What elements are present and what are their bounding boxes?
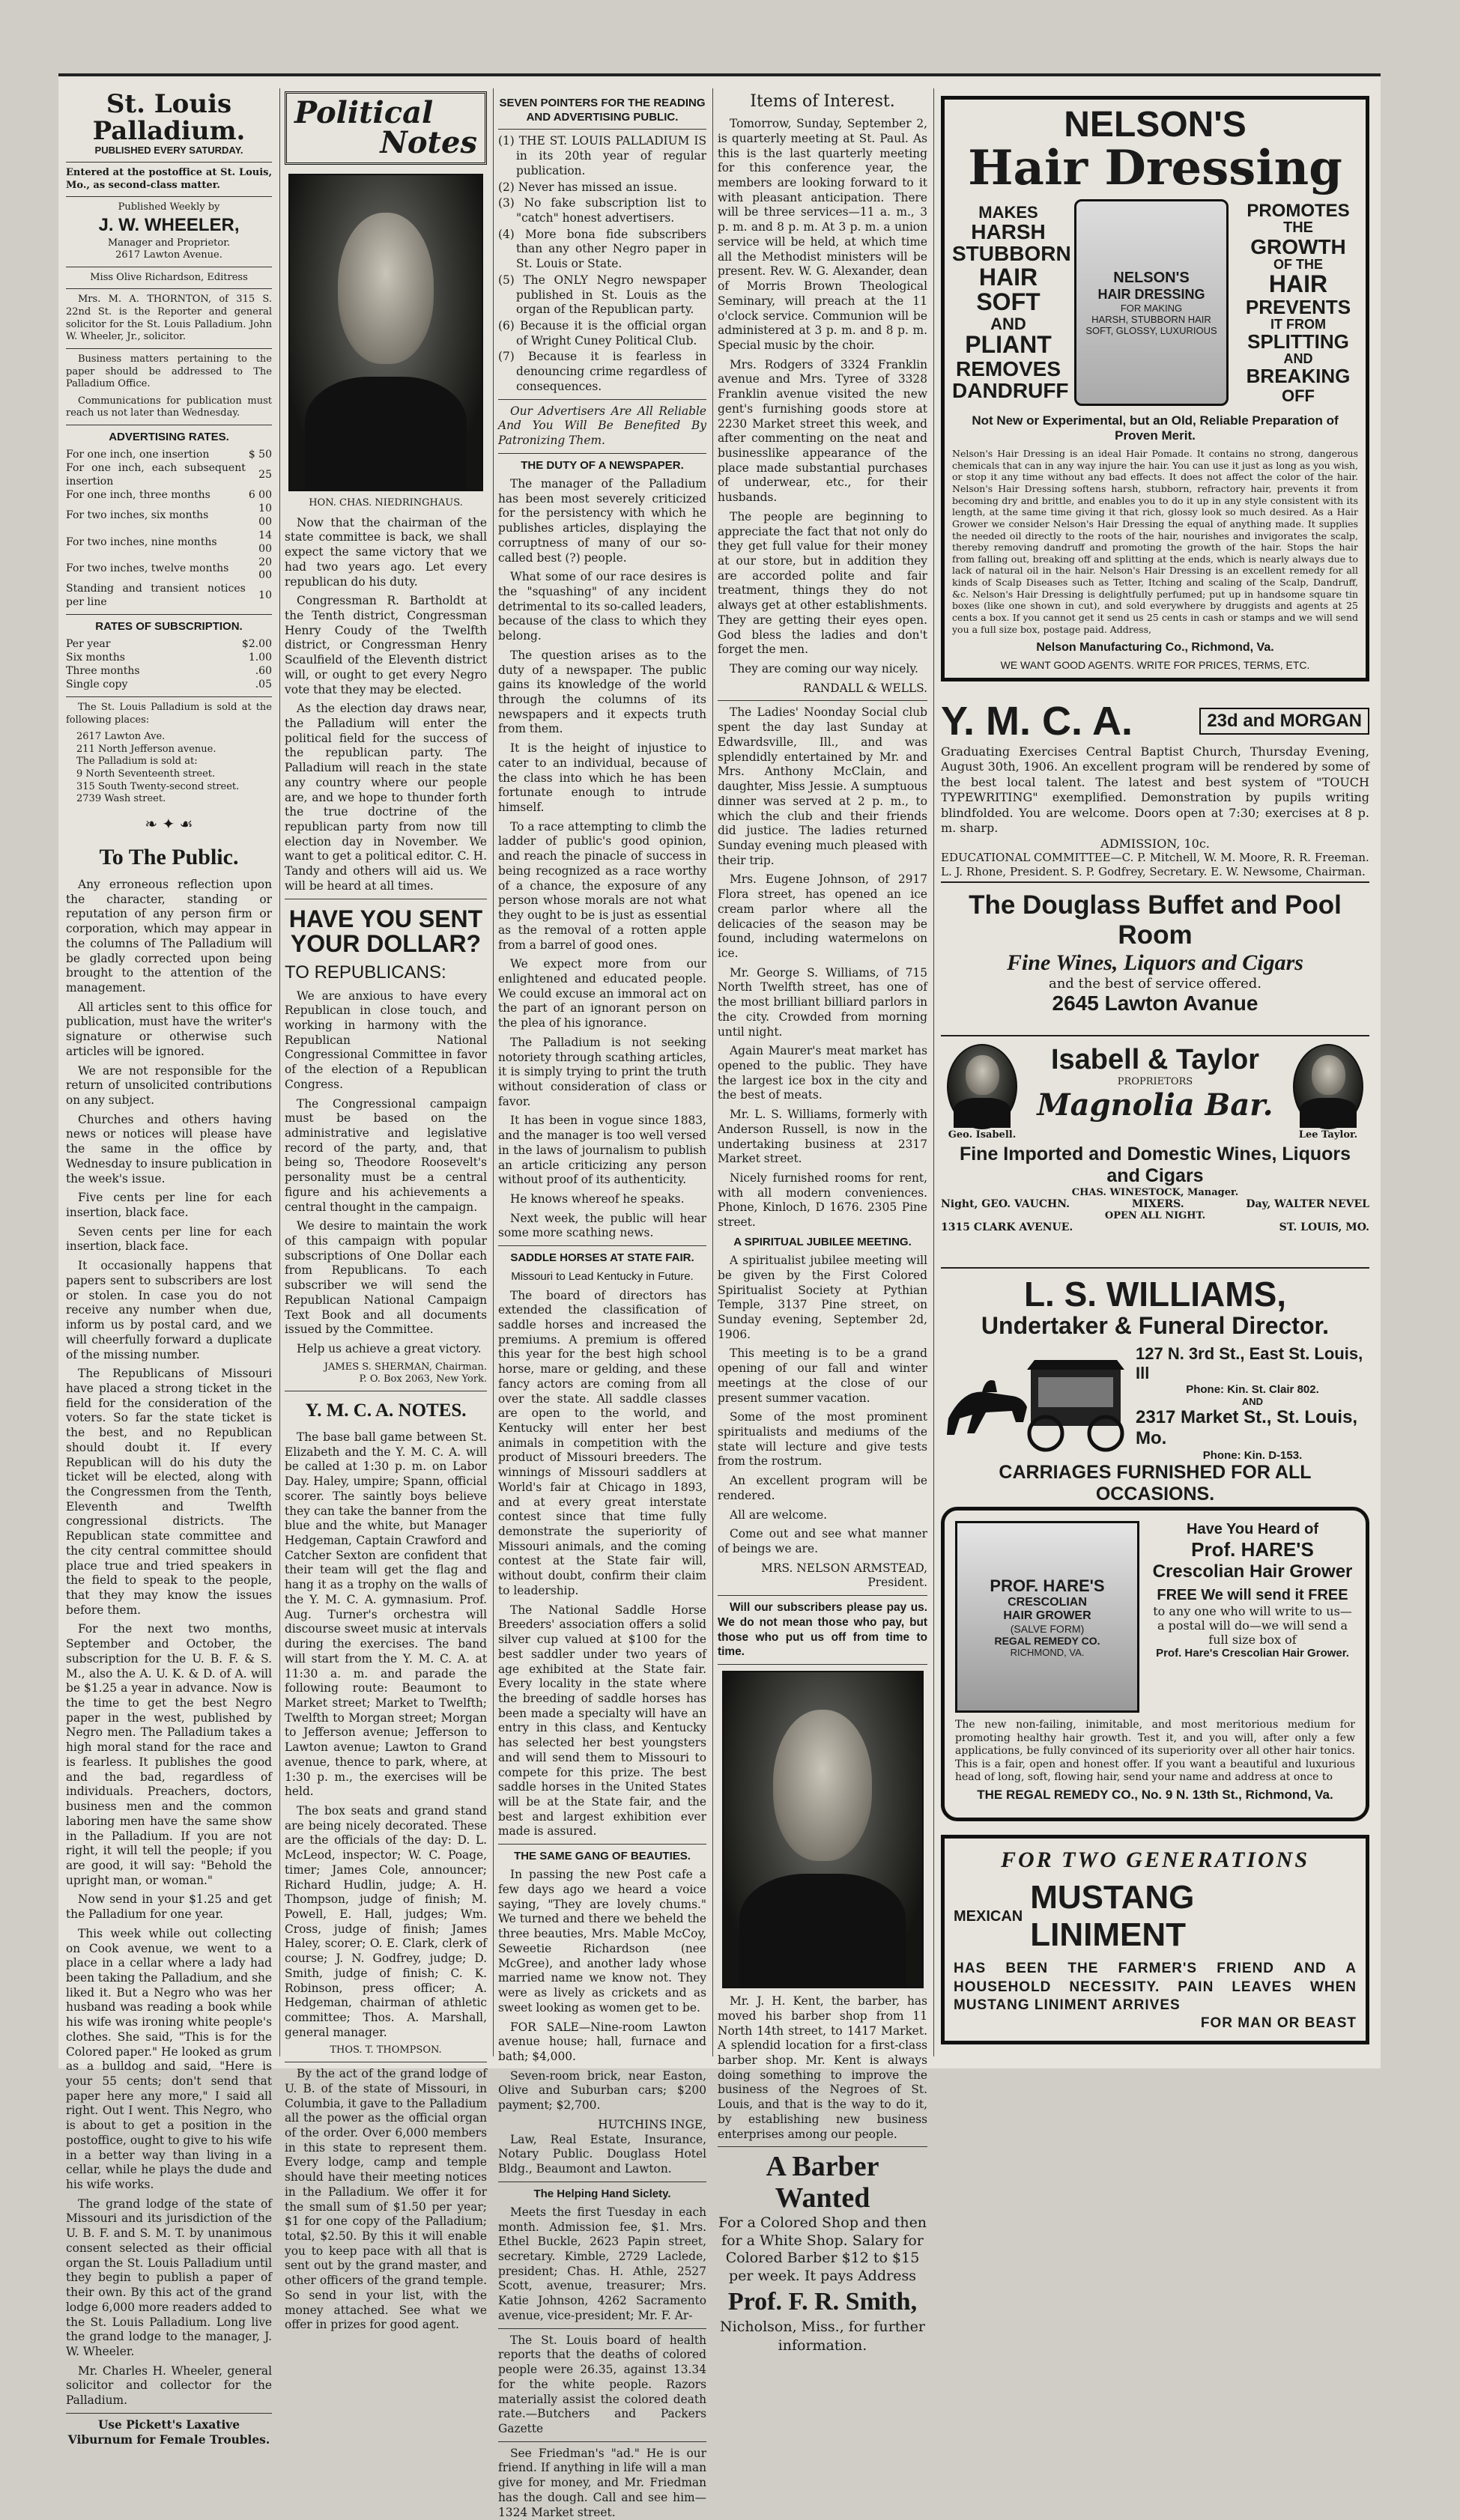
have-you-sent-heading: HAVE YOU SENT YOUR DOLLAR? — [288, 905, 483, 958]
subscribers-notice: Will our subscribers please pay us. We do not mean those who pay, but those who put us off from time to time. — [718, 1601, 927, 1659]
armstead-title: President. — [867, 1576, 927, 1590]
sold-at-intro: The St. Louis Palladium is sold at the following places: — [66, 701, 272, 726]
douglass-buffet-ad: The Douglass Buffet and Pool Room Fine Wines, Liquors and Cigars and the best of service offered. 2645 Lawton Avanue — [941, 881, 1369, 1015]
to-public-paragraph: Five cents per line for each insertion, black face. — [66, 1191, 272, 1220]
to-public-paragraph: This week while out collecting on Cook avenue, we went to a place in a cellar where a lady had been taking the Palladium, and she liked it. But a Negro who was her husband was reading a book while his wife was ironing white people's clothes. She said, "This is for the Colored paper." He looked as grum as a bulldog and said, "Here is your 55 cents; don't send that paper here any more," I said all right. Out I went. This Negro, who is about to get a position in the postoffice, ought to give to his wife in a better way than living in a cellar, while he plays the dude and his wife works. — [66, 1926, 272, 2192]
items-paragraph: Again Maurer's meat market has opened to the public. They have the largest ice box in the city and the best of meats. — [718, 1044, 927, 1102]
items-paragraph: Mr. L. S. Williams, formerly with Anderson Russell, is now in the undertaking business at 2317 Market street. — [718, 1108, 927, 1166]
to-public-paragraph: For the next two months, September and October, the subscription for the U. B. F. & S. M., also the A. U. K. & D. of A. will be $1.25 a year in advance. Now is the time to get the best Negro paper in the west, published by Negro men. The Palladium takes a high moral stand for the race and is fearless. It publishes the good and the bad, regardless of individuals. Preachers, doctors, business men and the common laboring men have the same show in the Palladium. If you are not right, it will tell the people; if you are good, it will say: "Behold the upright man, or woman." — [66, 1622, 272, 1887]
prof-hare-ad: PROF. HARE'S CRESCOLIAN HAIR GROWER (SALVE FORM) REGAL REMEDY CO. RICHMOND, VA. Have You Heard of Prof. HARE'S Crescolian Hair Grower FREE We will send it FREE to any one who will write to us—a postal will do—we will send a full size box of Prof. Hare's Crescolian Hair Grower. The new non-failing, inimitable, and most meritorious medium for promoting healthy hair growth. Test it, and you will, after only a few applications, be fully convinced of its superiority over all other hair tonics. This is a fair, open and honest offer. If you want a beautiful and luxurious head of long, soft, flowing hair, send your name and address at once to THE REGAL REMEDY CO., No. 9 N. 13th St., Richmond, Va. — [941, 1507, 1369, 1821]
masthead-subtitle: PUBLISHED EVERY SATURDAY. — [94, 145, 243, 157]
column-political — [285, 91, 487, 2332]
column-rule — [712, 88, 713, 2056]
seven-pointers-list: (1) THE ST. LOUIS PALLADIUM IS in its 20th year of regular publication. (2) Never has missed an issue. (3) No fake subscription list to "catch" honest advertisers. (4) More bona fide subscribers than any other Negro paper in St. Louis or State. (5) The ONLY Negro newspaper published in St. Louis as the organ of the Republican party. (6) Because it is the official organ of Wright Cuney Political Club. (7) Because it is fearless in denouncing crime regardless of consequences. — [498, 134, 706, 393]
nelson-tin-icon: NELSON'S HAIR DRESSING FOR MAKING HARSH, STUBBORN HAIR SOFT, GLOSSY, LUXURIOUS — [1074, 199, 1229, 406]
nelson-right-claims: PROMOTES THE GROWTH OF THE HAIR PREVENTS IT FROM SPLITTING AND BREAKING OFF — [1245, 200, 1351, 405]
political-paragraph: Now that the chairman of the state committee is back, we shall expect the same victory that we had two years ago. Let every republican do his duty. — [285, 515, 487, 589]
sherman-address: P. O. Box 2063, New York. — [359, 1373, 487, 1385]
items-paragraph: The people are beginning to appreciate the fact that not only do they get full value for their money at our store, but in addition they are accorded polite and fair treatment, things they do not always get at other establishments. They are getting their eyes open. God bless the ladies and don't forget the men. — [718, 509, 927, 657]
to-public-paragraph: Now send in your $1.25 and get the Palladium for one year. — [66, 1892, 272, 1922]
ymca-ad: Y. M. C. A. 23d and MORGAN Graduating Exercises Central Baptist Church, Thursday Evening, August 30th, 1906. An excellent program will be rendered by some of the best local talent. The latest and best system of "TOUCH TYPEWRITING" exemplified. Demonstration by pupils writing blindfolded. You are welcome. Doors open at 7:30; exercises at 8 p. m. sharp. ADMISSION, 10c. EDUCATIONAL COMMITTEE—C. P. Mitchell, W. M. Moore, R. R. Freeman. L. J. Rhone, President. S. P. Godfrey, Secretary. E. W. Newsome, Chairman. — [941, 699, 1369, 878]
hare-box-icon: PROF. HARE'S CRESCOLIAN HAIR GROWER (SALVE FORM) REGAL REMEDY CO. RICHMOND, VA. — [955, 1521, 1139, 1713]
friedman-paragraph: See Friedman's "ad." He is our friend. If anything in life will a man give for money, and Mr. Friedman has the dough. Call and see him—1324 Market street. — [498, 2446, 706, 2519]
nelson-hair-dressing-ad: NELSON'S Hair Dressing MAKES HARSH STUBBORN HAIR SOFT AND PLIANT REMOVES DANDRUFF NELSON'S HAIR DRESSING FOR MAKING HARSH, STUBBORN HAIR SOFT, GLOSSY, LUXURIOUS PROMOTES THE GROWTH OF THE HAIR PREVENTS IT FROM SPLITTING AND BREAKING OFF Not New or Experimental, but an Old, Reliable Preparation of Proven Merit. Nelson's Hair Dressing is an ideal Hair Pomade. It contains no strong, dangerous chemicals that can in any way injure the hair. You can use it just as long as you wish, or stop it any time without any bad effects. It does not affect the color of the hair. Nelson's Hair Dressing softens harsh, stubborn, refractory hair, prevents it from becoming dry and brittle, and enables you to do it up in any style consistent with its length, at the same time giving it that rich, glossy look so much desired. As a Hair Grower we consider Nelson's Hair Dressing the equal of anything made. It supplies the needed oil directly to the roots of the hair, nourishes and invigorates the scalp, thereby removing dandruff and promoting the growth of the hair. Stops the hair from falling out, breaking off and splitting at the ends, which is nearly always due to lack of natural oil in the hair. Nelson's Hair Dressing is an excellent remedy for all kinds of Scalp Diseases such as Tetter, Itching and scaling of the Scalp, Dandruff, &c. Nelson's Hair Dressing is delightfully perfumed; put up in handsome square tin boxes (like one shown in cut), and sold everywhere by druggists and agents at 25 cents a box. If you cannot get it send us 25 cents in cash or stamps and we will send you a full size box, postage paid. Address, Nelson Manufacturing Co., Richmond, Va. WE WANT GOOD AGENTS. WRITE FOR PRICES, TERMS, ETC. — [941, 96, 1369, 681]
newspaper-page — [58, 73, 1381, 2519]
column-rule — [933, 88, 934, 2056]
published-by: Published Weekly by — [118, 201, 220, 213]
column-items — [718, 91, 927, 2354]
reporter-note: Mrs. M. A. THORNTON, of 315 S. 22nd St. is the Reporter and general solicitor for the St. Louis Palladium. John W. Wheeler, Jr., solicitor. — [66, 294, 272, 343]
saddle-paragraph: The National Saddle Horse Breeders' association offers a solid silver cup valued at $100 for the best saddler under two years of age exhibited at the State fair. Every locality in the state where the breeding of saddle horses has been made a specialty will have an entry in this class, and Kentucky has selected her best youngsters and will send them to Missouri to compete for this prize. The best saddle horses in the United States will be at the State fair, and the best and largest exhibition ever made is assured. — [498, 1603, 706, 1839]
business-note: Business matters pertaining to the paper should be addressed to The Palladium Office. — [66, 353, 272, 390]
isabell-taylor-ad: Geo. Isabell. Isabell & Taylor PROPRIETORS Magnolia Bar. Lee Taylor. Fine Imported and Domestic Wines, Liquors and Cigars CHAS. WINESTOCK, Manager. Night, GEO. VAUCHN. MIXERS. Day, WALTER NEVEL OPEN ALL NIGHT. 1315 CLARK AVENUE. ST. LOUIS, MO. — [941, 1035, 1369, 1233]
to-public-paragraph: Mr. Charles H. Wheeler, general solicitor and collector for the Palladium. — [66, 2363, 272, 2408]
duty-paragraph: It is the height of injustice to cater to an individual, because of the class into which he has been fortunate enough to intrude himself. — [498, 741, 706, 815]
to-public-paragraph: The Republicans of Missouri have placed a strong ticket in the field for the consideration of the voters. So far the state ticket is the best, and no Republican should doubt it. If every Republican will do his duty the ticket will be elected, along with the Congressmen from the Tenth, Eleventh and Twelfth congressional districts. The Republican state committee and the city central committee should place true and tried speakers in the field to speak to the people, that they may know the issues before them. — [66, 1367, 272, 1617]
items-heading: Items of Interest. — [750, 92, 895, 111]
items-paragraph: They are coming our way nicely. — [730, 662, 918, 676]
thompson-signature: THOS. T. THOMPSON. — [330, 2044, 442, 2056]
armstead-signature: MRS. NELSON ARMSTEAD, — [761, 1561, 927, 1575]
nelson-left-claims: MAKES HARSH STUBBORN HAIR SOFT AND PLIANT REMOVES DANDRUFF — [952, 202, 1071, 403]
communications-note: Communications for publication must reach us not later than Wednesday. — [66, 395, 272, 419]
column-rule — [279, 88, 280, 2056]
publisher-address: 2617 Lawton Avenue. — [115, 249, 222, 261]
editress: Miss Olive Richardson, Editress — [90, 271, 248, 283]
duty-paragraph: We expect more from our enlightened and educated people. We could excuse an immoral act on the part of an ignorant person on the plea of his ignorance. — [498, 957, 706, 1030]
duty-paragraph: The question arises as to the duty of a newspaper. The public gains its knowledge of the world through the columns of its newspapers and it expects truth from them. — [498, 648, 706, 736]
to-public-paragraph: Seven cents per line for each insertion, black face. — [66, 1224, 272, 1254]
to-republicans: TO REPUBLICANS: — [285, 962, 446, 983]
to-public-paragraph: It occasionally happens that papers sent to subscribers are lost or stolen. In case you do not receive any number when due, inform us by postal card, and we will cheerfully forward a duplicate of the missing number. — [66, 1259, 272, 1361]
duty-paragraph: He knows whereof he speaks. — [510, 1192, 685, 1206]
photo-caption: HON. CHAS. NIEDRINGHAUS. — [309, 497, 463, 508]
advertisers-motto: Our Advertisers Are All Reliable And You Will Be Benefited By Patronizing Them. — [498, 404, 706, 448]
items-paragraph: The Ladies' Noonday Social club spent the day last Sunday at Edwardsville, Ill., and was splendidly entertained by Mr. and Mrs. Anthony McClain, and daughter, Miss Jessie. A sumptuous dinner was served at 2 p. m., to which the club and their friends did justice. The ladies returned Sunday evening much pleased with their trip. — [718, 705, 927, 867]
political-notes-heading: Political Notes — [285, 91, 487, 165]
publisher-name: J. W. WHEELER, — [98, 214, 240, 235]
for-sale-paragraph: Seven-room brick, near Easton, Olive and Suburban cars; $200 payment; $2,700. — [498, 2068, 706, 2113]
hearse-icon — [941, 1351, 1136, 1456]
kent-paragraph: Mr. J. H. Kent, the barber, has moved his barber shop from 11 North 14th street, to 1417 Market. A splendid location for a first-class barber shop. Mr. Kent is always doing something to improve the business of the Negroes of St. Louis, and that is the way to do it, by establishing new business enterprises among our people. — [718, 1994, 927, 2141]
ls-williams-ad: L. S. WILLIAMS, Undertaker & Funeral Director. 127 N. 3rd St., East St. Louis, Ill Phone: Kin. St. Clair 802. AND 2317 Market St., St. Louis, Mo. Phone: Kin. D-153. CARRIAGES FURNISHED FOR ALL OCCASIONS. — [941, 1267, 1369, 1505]
saddle-paragraph: The board of directors has extended the classification of saddle horses and increased the premiums. A premium is offered this year for the best high school horse, mare or gelding, and these fancy actors are coming from all over the state. All saddle classes are open to the world, and Kentucky will enter her best animals in competition with the product of Missouri breeders. The winnings of Missouri saddlers at World's fair at Chicago in 1893, and at every great interstate contest since that time fully demonstrate the superiority of Missouri animals, and the coming contest at the State fair will, without doubt, confirm their claim to leadership. — [498, 1288, 706, 1597]
jubilee-heading: A SPIRITUAL JUBILEE MEETING. — [733, 1235, 912, 1248]
items-paragraph: Mrs. Eugene Johnson, of 2917 Flora street, has opened an ice cream parlor where all the delicacies of the season may be found, including watermelons on ice. — [718, 872, 927, 960]
subscription-rates-table: Per year $2.00 Six months 1.00 Three months .60 Single copy .05 — [66, 638, 272, 691]
sold-at-list: 2617 Lawton Ave. 211 North Jefferson avenue. The Palladium is sold at: 9 North Seventeenth street. 315 South Twenty-second street. 2739 Wash street. — [76, 731, 240, 805]
niedringhaus-portrait — [288, 174, 483, 491]
column-rule — [493, 88, 494, 2056]
helping-hand-paragraph: Meets the first Tuesday in each month. Admission fee, $1. Mrs. Ethel Buckle, 2623 Papin street, secretary. Kimble, 2729 Laclede, president; Chas. H. Athle, 2527 Scott, avenue, treasurer; Mrs. Katie Johnson, 4262 Sacramento avenue, vice-president; Mr. F. Ar- — [498, 2205, 706, 2322]
column-pointers — [498, 91, 706, 2519]
ornament-icon: ❧ ✦ ☙ — [145, 814, 193, 833]
to-public-paragraph: We are not responsible for the return of unsolicited contributions on any subject. — [66, 1063, 272, 1108]
pickett-ad: Use Pickett's Laxative Viburnum for Female Troubles. — [67, 2417, 270, 2447]
duty-paragraph: The Palladium is not seeking notoriety through scathing articles, it is simply trying to print the truth without consideration of class or favor. — [498, 1035, 706, 1108]
same-gang-paragraph: In passing the new Post cafe a few days ago we heard a voice saying, "They are lovely chums." We turned and there we beheld the three beauties, Mrs. Mable McCoy, Seweetie Richardson (nee McGree), and another lady whose married name we know not. They were as lively as crickets and as sweet looking as women get to be. — [498, 1868, 706, 2015]
column-masthead — [66, 89, 272, 2447]
jubilee-paragraph: Some of the most prominent spiritualists and mediums of the state will lecture and give tests from the rostrum. — [718, 1410, 927, 1469]
hutchins-inge: HUTCHINS INGE, — [598, 2117, 706, 2131]
jubilee-paragraph: All are welcome. — [730, 1508, 828, 1522]
republican-paragraph: Help us achieve a great victory. — [297, 1342, 482, 1356]
duty-paragraph: It has been in vogue since 1883, and the manager is too well versed in the laws of journalism to publish an article criticizing any person without proof of its authenticity. — [498, 1114, 706, 1187]
to-public-heading: To The Public. — [99, 844, 239, 869]
duty-paragraph: To a race attempting to climb the ladder of public's good opinion, and reach the pinacle of success in being recognized as a race worthy of a chance, the exposure of any person whose morals are not what they ought to be is just as essential as the removal of a rotten apple from a barrel of good ones. — [498, 819, 706, 952]
grand-lodge-paragraph: By the act of the grand lodge of U. B. of the state of Missouri, in Columbia, it gave to the Palladium all the power as the official organ of the order. Over 6,000 members in this state to represent them. Every lodge, camp and temple should have their meeting notices in the Palladium. We offer it for the small sum of $1.50 per year; $1 for one copy of the Palladium; total, $2.50. By this it will enable you to keep pace with all that is sent out by the grand master, and other officers of the grand temple. So send in your list, with the money attached. See what we offer in prizes for good agent. — [285, 2067, 487, 2332]
masthead-title: St. Louis Palladium. — [92, 89, 246, 146]
for-sale-paragraph: FOR SALE—Nine-room Lawton avenue house; hall, furnace and bath; $4,000. — [498, 2020, 706, 2063]
republican-paragraph: The Congressional campaign must be based on the administrative and legislative record of the party, and, that being so, Theodore Roosevelt's personality must be a central figure and his achievements a central thought in the campaign. — [285, 1096, 487, 1214]
republican-paragraph: We are anxious to have every Republican in close touch, and working in harmony with the Republican National Congressional Committee in favor of the election of a Republican Congress. — [285, 989, 487, 1091]
items-paragraph: Mr. George S. Williams, of 715 North Twelfth street, has one of the most brilliant billiard parlors in the city. Crowded from morning until night. — [718, 965, 927, 1039]
saddle-horses-heading: SADDLE HORSES AT STATE FAIR. — [510, 1251, 694, 1265]
to-public-paragraph: Churches and others having news or notices will please have the same in the office by Wednesday to insure publication in the week's issue. — [66, 1112, 272, 1185]
kent-portrait — [722, 1671, 924, 1988]
items-paragraph: Nicely furnished rooms for rent, with all modern conveniences. Phone, Kinloch, D 1676. 2305 Pine street. — [718, 1171, 927, 1230]
agent-info: Law, Real Estate, Insurance, Notary Public. Douglass Hotel Bldg., Beaumont and Lawton. — [498, 2132, 706, 2176]
advertising-rates-heading: ADVERTISING RATES. — [109, 431, 229, 444]
helping-hand-heading: The Helping Hand Siclety. — [533, 2187, 671, 2200]
ymca-paragraph: The box seats and grand stand are being nicely decorated. These are the officials of the day: D. L. McLeod, inspector; W. C. Poage, timer; James Cole, announcer; Richard Hudlin, judge; A. H. Thompson, judge of finish; M. Powell, E. Hall, judges; Wm. Cross, judge of finish; James Haley, scorer; O. E. Clark, clerk of course; J. N. Godfrey, judge; D. Smith, judge of finish; C. K. Robinson, press officer; A. Hedgeman, chairman of athletic committee; Thos. A. Marshall, general manager. — [285, 1803, 487, 2039]
ymca-notes-heading: Y. M. C. A. NOTES. — [305, 1400, 467, 1421]
to-public-paragraph: Any erroneous reflection upon the character, standing or reputation of any person firm or corporation, which may appear in the columns of The Palladium will be gladly corrected upon being brought to the attention of the management. — [66, 877, 272, 995]
duty-heading: THE DUTY OF A NEWSPAPER. — [521, 458, 684, 472]
barber-wanted-ad: A Barber Wanted For a Colored Shop and then for a White Shop. Salary for Colored Barber $12 to $15 per week. It pays Address Prof. F. R. Smith, Nicholson, Miss., for further information. — [718, 2151, 927, 2354]
taylor-portrait — [1293, 1044, 1363, 1129]
duty-paragraph: The manager of the Palladium has been most severely criticized for the persistency with which he publishes articles, displaying the corruptness of many of our so-called best (?) people. — [498, 476, 706, 565]
duty-paragraph: Next week, the public will hear some more scathing news. — [498, 1211, 706, 1240]
subscription-rates-heading: RATES OF SUBSCRIPTION. — [95, 620, 243, 634]
republican-paragraph: We desire to maintain the work of this campaign with popular subscriptions of One Dollar each from Republicans. To each subscriber we will send the Republican National Campaign Text Book and all documents issued by the Committee. — [285, 1219, 487, 1337]
same-gang-heading: THE SAME GANG OF BEAUTIES. — [514, 1850, 691, 1863]
jubilee-paragraph: Come out and see what manner of beings we are. — [718, 1527, 927, 1556]
items-paragraph: Mrs. Rodgers of 3324 Franklin avenue and Mrs. Tyree of 3328 Franklin avenue visited the new gent's furnishing goods store at 2230 Market street this week, and after commenting on the neat and businesslike appearance of the place made substantial purchases of underwear, etc., for their husbands. — [718, 357, 927, 505]
jubilee-paragraph: A spiritualist jubilee meeting will be given by the First Colored Spiritualist Society at Pythian Temple, 3137 Pine street, on Sunday evening, September 2d, 1906. — [718, 1254, 927, 1341]
political-paragraph: Congressman R. Bartholdt at the Tenth district, Congressman Henry Coudy of the Twelfth district, or Congressman Henry Scaulfield of the Eleventh district will, or ought to get every Negro vote that they may be elected. — [285, 594, 487, 696]
sherman-signature: JAMES S. SHERMAN, Chairman. — [324, 1361, 487, 1373]
publisher-title: Manager and Proprietor. — [107, 237, 231, 249]
randall-wells: RANDALL & WELLS. — [803, 681, 927, 695]
items-paragraph: Tomorrow, Sunday, September 2, is quarterly meeting at St. Paul. As this is the last quarterly meeting for this conference year, the members are looking forward to it with pleasant anticipation. There will be three services—11 a. m., 3 p. m. and 8 p. m. At 3 p. m. a union service will be held, at which time all the Methodist ministers will be present. Rev. W. G. Alexander, dean of Morris Brown Theological Seminary, will preach at the 11 o'clock service. Communion will be administered at 3 p. m. and 8 p. m. Special music by the choir. — [718, 117, 927, 352]
political-paragraph: As the election day draws near, the Palladium will enter the political field for the success of the republican party. The Palladium will reach in the state any country where our people are, and we hope to thunder forth the true doctrine of the republican party from now till election day in November. We want to get a political editor. C. H. Tandy and others will aid us. We will be heard at all times. — [285, 702, 487, 893]
entered-notice: Entered at the postoffice at St. Louis, Mo., as second-class matter. — [66, 167, 272, 191]
jubilee-paragraph: An excellent program will be rendered. — [718, 1474, 927, 1502]
saddle-horses-subheading: Missouri to Lead Kentucky in Future. — [511, 1270, 694, 1284]
mustang-liniment-ad: FOR TWO GENERATIONS MEXICAN MUSTANG LINIMENT HAS BEEN THE FARMER'S FRIEND AND A HOUSEHOLD NECESSITY. PAIN LEAVES WHEN MUSTANG LINIMENT ARRIVES FOR MAN OR BEAST — [941, 1835, 1369, 2044]
jubilee-paragraph: This meeting is to be a grand opening of our fall and winter meetings at the close of our present summer vacation. — [718, 1346, 927, 1405]
duty-paragraph: What some of our race desires is the "squashing" of any incident detrimental to its so-called leaders, because of the class to which they belong. — [498, 570, 706, 643]
advertising-rates-table: For one inch, one insertion $ 50 For one inch, each subsequent insertion 25 For one inch, three months 6 00 For two inches, six months 10 00 For two inches, nine months 14 00 For two inches, twelve months 20 00 Standing and transient notices per line 10 — [66, 449, 272, 609]
ymca-paragraph: The base ball game between St. Elizabeth and the Y. M. C. A. will be called at 1:30 p. m. on Labor Day. Haley, umpire; Spann, official scorer. The saintly boys believe they can take the banner from the blue and the white, but Manager Hedgeman, Captain Crawford and Catcher Sexton are confident that their team will get the flag and hang it as a trophy on the walls of the Y. M. C. A. gymnasium. Prof. Aug. Turner's orchestra will discourse sweet music at intervals during the exercises. The band will start from the Y. M. C. A. at 11:30 a. m. and parade the following route: Beaumont to Market street; Market to Twelfth; Twelfth to Morgan street; Morgan to Jefferson avenue; Jefferson to Lawton avenue; Lawton to Grand avenue, thence to park, where, at 1:30 p. m., the exercises will be held. — [285, 1430, 487, 1799]
seven-pointers-heading: SEVEN POINTERS FOR THE READING AND ADVERTISING PUBLIC. — [499, 97, 706, 124]
to-public-paragraph: The grand lodge of the state of Missouri and its jurisdiction of the U. B. F. and S. M. T. by unanimous consent selected as their official organ the St. Louis Palladium until they begin to publish a paper of their own. By this act of the grand lodge 6,000 more readers added to the St. Louis Palladium. Long live the grand lodge to the manager, J. W. Wheeler. — [66, 2196, 272, 2358]
board-of-health-paragraph: The St. Louis board of health reports that the deaths of colored people were 26.35, against 13.34 for the white people. Razors materially assist the colored death rate.—Butchers and Packers Gazette — [498, 2333, 706, 2435]
isabell-portrait — [947, 1044, 1017, 1129]
to-public-paragraph: All articles sent to this office for publication, must have the writer's signature or otherwise such articles will be ignored. — [66, 1000, 272, 1058]
